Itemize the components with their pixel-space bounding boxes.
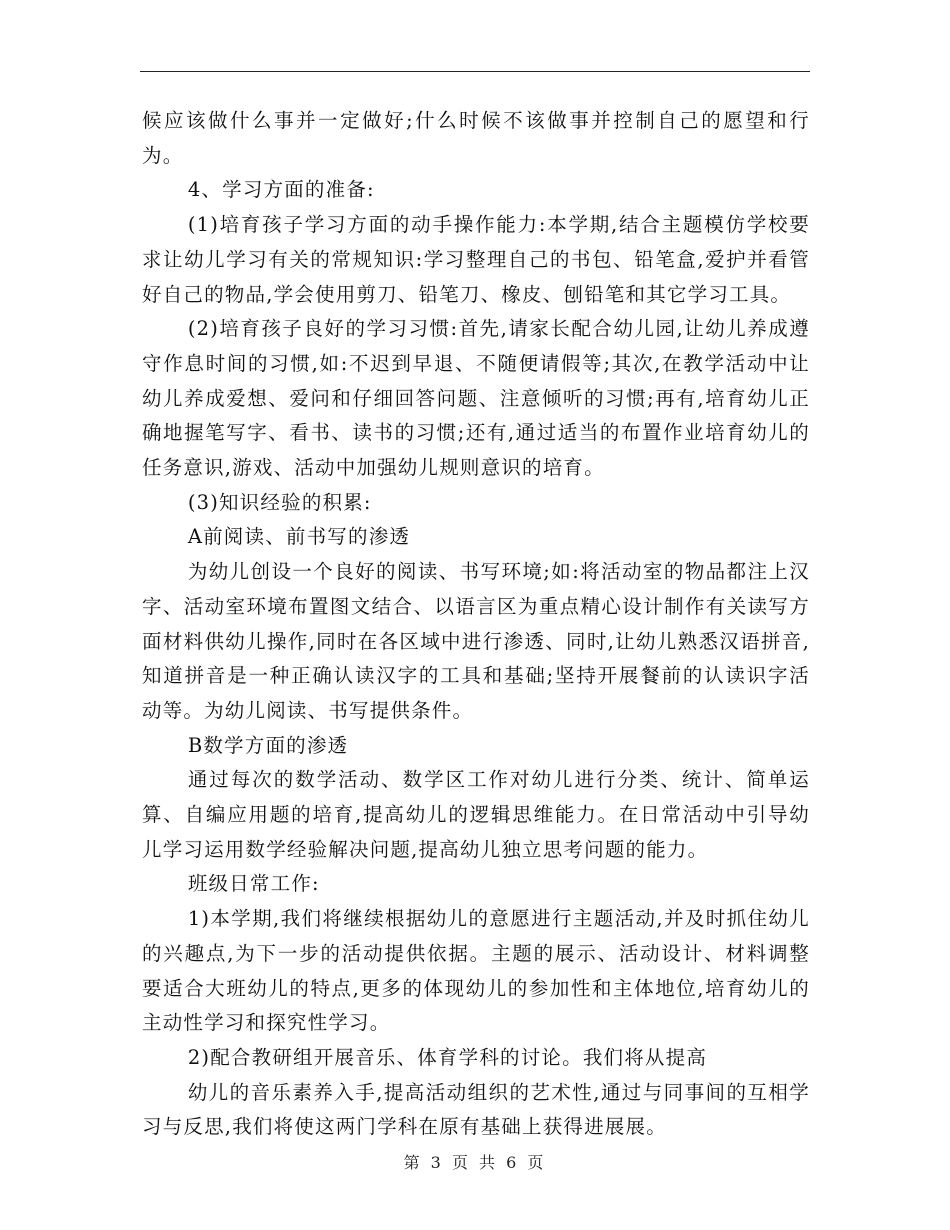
paragraph-p12	[142, 1041, 810, 1076]
paragraph-p2	[142, 173, 810, 208]
text-line: 为。	[142, 143, 184, 167]
text-line: 要求让幼儿学习有关的常规知识:学习整理自己的书包、铅笔盒,爱护	[142, 213, 810, 271]
page-number: 第 3 页 共 6 页	[403, 1153, 547, 1172]
text-line: 熟悉汉语拼音,知道拼音是一种正确认读汉字的工具和基础;坚持开展	[142, 629, 810, 688]
text-line: (3)知识经验的积累:	[187, 490, 372, 514]
text-line: 班级日常工作:	[187, 872, 320, 896]
text-line: 活动中让幼儿养成爱想、爱问和仔细回答问题、注意倾听的习惯;再有,	[142, 351, 810, 410]
text-line: 上汉字、活动室环境布置图文结合、以语言区为重点精心设计制作有	[142, 560, 810, 618]
text-line: 通过每次的数学活动、数学区工作对幼儿进行分类、统计、简单	[187, 768, 790, 792]
text-line: (2)培育孩子良好的学习习惯:首先,请家长配合幼儿园,让幼儿养	[187, 317, 769, 341]
paragraph-p10	[142, 867, 810, 902]
paragraph-p8	[142, 729, 810, 764]
paragraph-p4	[142, 312, 810, 486]
paragraph-p7	[142, 555, 810, 729]
text-line: 习工具。	[708, 282, 792, 306]
text-line: 餐前的认读识字活动等。为幼儿阅读、书写提供条件。	[142, 664, 810, 722]
paragraph-p3	[142, 208, 810, 312]
text-line: 幼儿的兴趣点,为下一步的活动提供依据。主题的展示、活动设计、材	[142, 907, 810, 965]
text-line: (1)培育孩子学习方面的动手操作能力:本学期,结合主题模仿学校	[187, 213, 790, 237]
header-rule	[140, 71, 810, 72]
text-line: 为幼儿创设一个良好的阅读、书写环境;如:将活动室的物品都注	[187, 560, 769, 584]
text-line: 培育幼儿的主动性学习和探究性学习。	[142, 976, 810, 1035]
text-line: A前阅读、前书写的渗透	[187, 525, 411, 549]
paragraph-p9	[142, 763, 810, 867]
text-line: 幼儿的音乐素养入手,提高活动组织的艺术性,通过与同事间的互	[187, 1080, 769, 1104]
paragraph-p6	[142, 520, 810, 555]
text-line: 并看管好自己的物品,学会使用剪刀、铅笔刀、橡皮、刨铅笔和其它学	[142, 247, 810, 306]
text-line: B数学方面的渗透	[187, 733, 349, 757]
paragraph-p13	[142, 1076, 810, 1145]
paragraph-p1	[142, 104, 810, 173]
text-line: 成遵守作息时间的习惯,如:不迟到早退、不随便请假等;其次,在教学	[142, 317, 810, 375]
text-line: 培育幼儿正确地握笔写字、看书、读书的习惯;还有,通过适当的布置	[142, 386, 810, 445]
text-line: 作业培育幼儿的任务意识,游戏、活动中加强幼儿规则意识的培育。	[142, 421, 811, 480]
text-line: 运算、自编应用题的培育,提高幼儿的逻辑思维能力。在日常活动中引	[142, 768, 810, 827]
text-line: 相学习与反思,我们将使这两门学科在原有基础上获得进展展。	[142, 1080, 810, 1139]
paragraph-p11	[142, 902, 810, 1041]
text-line: 1)本学期,我们将继续根据幼儿的意愿进行主题活动,并及时抓住	[187, 907, 769, 931]
paragraph-p5	[142, 486, 810, 521]
text-line: 2)配合教研组开展音乐、体育学科的讨论。我们将从提高	[187, 1045, 708, 1069]
text-line: 导幼儿学习运用数学经验解决问题,提高幼儿独立思考问题的能力。	[142, 803, 810, 861]
text-line: 关读写方面材料供幼儿操作,同时在各区域中进行渗透、同时,让幼儿	[142, 594, 810, 653]
text-line: 料调整要适合大班幼儿的特点,更多的体现幼儿的参加性和主体地位,	[142, 941, 810, 1000]
text-line: 候应该做什么事并一定做好;什么时候不该做事并控制自己的愿望和行	[142, 109, 810, 132]
document-body	[142, 104, 810, 1145]
text-line: 4、学习方面的准备:	[187, 178, 375, 202]
